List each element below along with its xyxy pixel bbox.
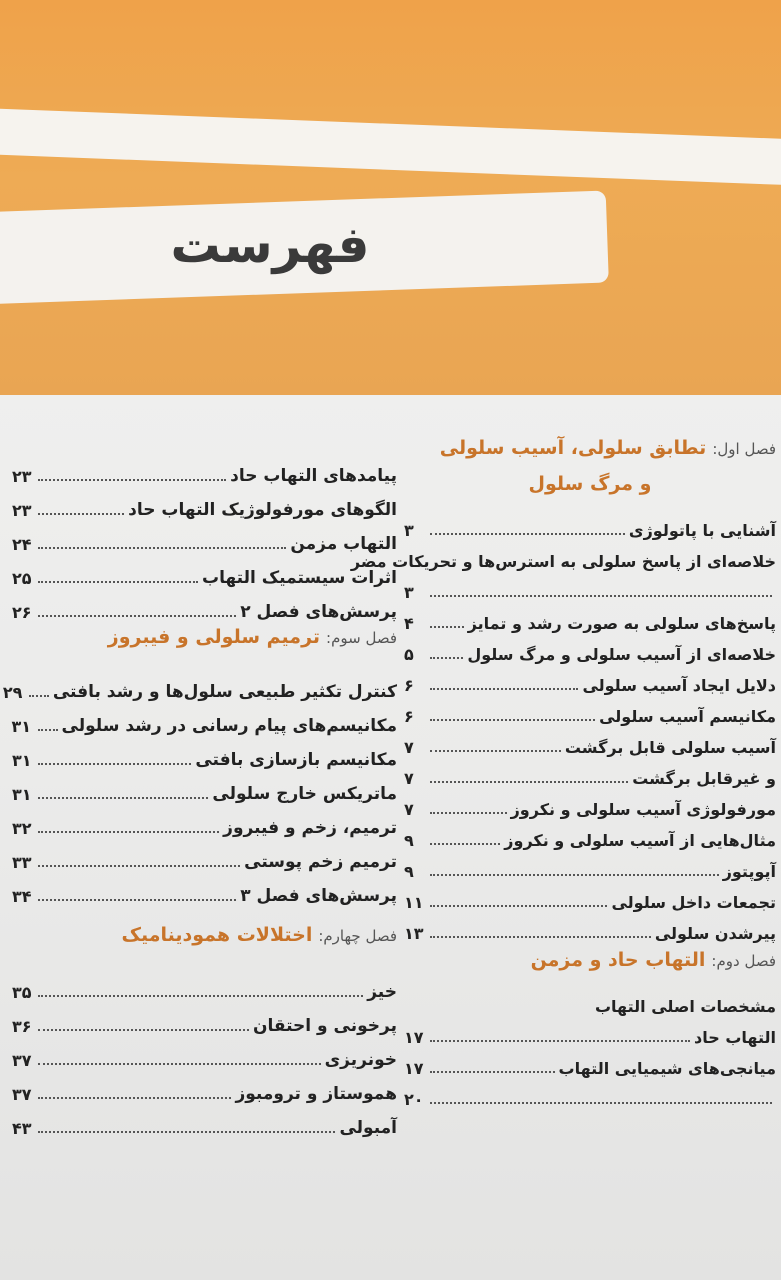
- toc-entry-title: پرخونی و احتقان: [252, 1016, 397, 1036]
- toc-entry-page: ۷: [404, 738, 414, 757]
- dot-leader: [430, 657, 463, 659]
- toc-entry: [404, 912, 776, 943]
- toc-entry-title: خونریزی: [324, 1050, 397, 1070]
- toc-entry-title: پرسش‌های فصل ۲: [240, 602, 397, 622]
- dot-leader: [430, 874, 719, 876]
- toc-entry-page: ۳۱: [11, 717, 32, 736]
- dot-leader: [38, 581, 198, 583]
- chapter-3-heading: [12, 626, 397, 668]
- toc-entry-title: خلاصه‌ای از پاسخ سلولی به استرس‌ها و تحریکات مضر: [350, 552, 776, 571]
- dot-leader: [430, 595, 772, 597]
- dot-leader: [430, 688, 578, 690]
- chapter-name: التهاب حاد و مزمن: [530, 949, 706, 971]
- toc-entry-page: ۲۶: [12, 603, 32, 622]
- dot-leader: [430, 1102, 772, 1104]
- toc-entry: [404, 850, 776, 881]
- toc-entry-title: آمبولی: [339, 1118, 397, 1138]
- toc-entry-page: ۲۰: [404, 1090, 424, 1109]
- toc-entry-page: ۲۳: [12, 501, 32, 520]
- toc-entry-page: ۳۷: [12, 1085, 32, 1104]
- dot-leader: [38, 1097, 231, 1099]
- toc-entry-title: هموستاز و ترومبوز: [235, 1084, 397, 1104]
- dot-leader: [38, 615, 236, 617]
- dot-leader: [38, 513, 124, 515]
- toc-entry: [12, 1104, 397, 1138]
- chapter-name-continued: و مرگ سلول: [528, 473, 652, 495]
- chapter-name: تطابق سلولی، آسیب سلولی: [439, 437, 707, 459]
- toc-entry-page: ۳۵: [12, 983, 32, 1002]
- toc-entry-title: مکانیسم آسیب سلولی: [599, 707, 776, 726]
- chapter-3-entries: [2, 668, 397, 906]
- dot-leader: [430, 533, 625, 535]
- dot-leader: [430, 812, 507, 814]
- toc-entry: [12, 1036, 397, 1070]
- toc-entry: [404, 985, 776, 1016]
- chapter-name: ترمیم سلولی و فیبروز: [107, 626, 321, 648]
- toc-entry-title: خلاصه‌ای از آسیب سلولی و مرگ سلول: [467, 645, 776, 664]
- toc-entry-title: ترمیم، زخم و فیبروز: [223, 818, 397, 838]
- toc-entry: [2, 668, 397, 702]
- toc-entry: [350, 540, 776, 571]
- toc-entry-page: ۳۶: [12, 1017, 32, 1036]
- toc-entry: [12, 838, 397, 872]
- toc-entry-page: ۱۷: [404, 1059, 424, 1078]
- toc-entry-title: تجمعات داخل سلولی: [611, 893, 776, 912]
- toc-entry-title: آشنایی با پاتولوژی: [628, 521, 776, 540]
- dot-leader: [430, 905, 607, 907]
- toc-entry-title: میانجی‌های شیمیایی التهاب: [558, 1059, 776, 1078]
- chapter-name: اختلالات همودینامیک: [121, 924, 313, 946]
- toc-entry-title: ترمیم زخم پوستی: [244, 852, 397, 872]
- toc-entry-title: الگوهای مورفولوژیک التهاب حاد: [128, 500, 397, 520]
- toc-entry-title: مورفولوژی آسیب سلولی و نکروز: [510, 800, 776, 819]
- dot-leader: [38, 729, 58, 731]
- dot-leader: [29, 695, 49, 697]
- toc-entry: [404, 819, 776, 850]
- toc-entry: [404, 881, 776, 912]
- toc-entry: [404, 1047, 776, 1078]
- dot-leader: [430, 781, 628, 783]
- dot-leader: [38, 899, 236, 901]
- toc-entry-page: ۵: [404, 645, 414, 664]
- dot-leader: [38, 547, 286, 549]
- toc-entry-title: پیرشدن سلولی: [654, 924, 776, 943]
- toc-entry-title: اثرات سیستمیک التهاب: [201, 568, 397, 588]
- dot-leader: [38, 995, 363, 997]
- toc-entry-page: ۹: [404, 831, 414, 850]
- chapter-2-entries: [404, 985, 776, 1109]
- toc-entry-page: ۳: [404, 583, 414, 602]
- toc-entry-page: ۱۱: [404, 893, 424, 912]
- toc-entry: [404, 664, 776, 695]
- toc-entry-title: مکانیسم بازسازی بافتی: [195, 750, 397, 770]
- toc-entry-title: پاسخ‌های سلولی به صورت رشد و تمایز: [467, 614, 776, 633]
- toc-entry: [12, 736, 397, 770]
- toc-entry: [404, 509, 776, 540]
- toc-entry-title: مشخصات اصلی التهاب: [594, 997, 776, 1016]
- toc-entry: [404, 788, 776, 819]
- toc-entry-title: ماتریکس خارج سلولی: [212, 784, 397, 804]
- toc-entry: [12, 1002, 397, 1036]
- dot-leader: [38, 1131, 335, 1133]
- dot-leader: [430, 750, 561, 752]
- toc-entry-page: ۳: [404, 521, 414, 540]
- toc-entry-page: ۲۵: [12, 569, 32, 588]
- toc-entry-title: التهاب مزمن: [290, 534, 397, 554]
- dot-leader: [38, 479, 226, 481]
- toc-entry-title: پیامدهای التهاب حاد: [230, 466, 397, 486]
- chapter-4-heading: [12, 924, 397, 968]
- toc-entry-page: ۳۴: [12, 887, 32, 906]
- page-title: فهرست: [170, 216, 370, 274]
- chapter-label: فصل چهارم:: [318, 927, 397, 945]
- toc-entry: [12, 588, 397, 622]
- toc-entry: [404, 726, 776, 757]
- toc-entry: [404, 571, 776, 602]
- toc-entry-title: پرسش‌های فصل ۳: [240, 886, 397, 906]
- toc-entry-title: خیز: [367, 982, 397, 1002]
- toc-entry: [12, 520, 397, 554]
- toc-entry-page: ۳۲: [12, 819, 32, 838]
- toc-entry-page: ۴: [404, 614, 414, 633]
- chapter-4-entries: [12, 968, 397, 1138]
- toc-entry-title: کنترل تکثیر طبیعی سلول‌ها و رشد بافتی: [52, 682, 397, 702]
- toc-entry-page: ۷: [404, 769, 414, 788]
- toc-entry: [404, 1016, 776, 1047]
- toc-entry: [12, 872, 397, 906]
- dot-leader: [430, 719, 595, 721]
- toc-entry-page: ۳۳: [12, 853, 32, 872]
- toc-entry: [404, 695, 776, 726]
- dot-leader: [430, 1071, 555, 1073]
- toc-entry-page: ۲۳: [12, 467, 32, 486]
- toc-entry-title: التهاب حاد: [694, 1028, 776, 1047]
- dot-leader: [38, 831, 219, 833]
- toc-entry-page: ۳۱: [12, 751, 32, 770]
- chapter-2-continued-entries: [12, 452, 397, 622]
- toc-entry-title: دلایل ایجاد آسیب سلولی: [582, 676, 776, 695]
- toc-entry-title: مکانیسم‌های پیام رسانی در رشد سلولی: [61, 716, 397, 736]
- toc-entry: [404, 602, 776, 633]
- toc-entry-title: مثال‌هایی از آسیب سلولی و نکروز: [504, 831, 776, 850]
- toc-entry-page: ۷: [404, 800, 414, 819]
- dot-leader: [38, 1029, 249, 1031]
- dot-leader: [430, 626, 464, 628]
- toc-entry: [12, 554, 397, 588]
- chapter-label: فصل سوم:: [326, 629, 397, 647]
- toc-entry-page: ۳۱: [12, 785, 32, 804]
- toc-entry-title: آسیب سلولی قابل برگشت: [564, 738, 776, 757]
- toc-entry: [12, 452, 397, 486]
- dot-leader: [430, 843, 500, 845]
- toc-entry-title: آپوپتوز: [722, 862, 776, 881]
- toc-entry-page: ۱۳: [404, 924, 424, 943]
- toc-entry: [404, 757, 776, 788]
- toc-column-left: [2, 452, 397, 1138]
- toc-entry-page: ۶: [404, 707, 414, 726]
- chapter-label: فصل دوم:: [711, 952, 776, 970]
- toc-entry: [12, 486, 397, 520]
- toc-entry-page: ۹: [404, 862, 414, 881]
- dot-leader: [430, 1040, 690, 1042]
- toc-entry-page: ۳۷: [12, 1051, 32, 1070]
- toc-entry-page: ۲۹: [2, 683, 23, 702]
- toc-entry-page: ۲۴: [12, 535, 32, 554]
- toc-entry-title: و غیرقابل برگشت: [632, 769, 776, 788]
- toc-entry-page: ۶: [404, 676, 414, 695]
- chapter-label: فصل اول:: [712, 440, 776, 458]
- dot-leader: [38, 763, 191, 765]
- toc-entry: [12, 968, 397, 1002]
- toc-entry-page: ۱۷: [404, 1028, 424, 1047]
- chapter-2-heading: [404, 949, 776, 985]
- toc-entry: [404, 633, 776, 664]
- dot-leader: [430, 936, 651, 938]
- toc-entry: [12, 804, 397, 838]
- dot-leader: [38, 797, 208, 799]
- dot-leader: [38, 865, 240, 867]
- toc-entry: [12, 1070, 397, 1104]
- dot-leader: [38, 1063, 321, 1065]
- toc-entry: [12, 702, 397, 736]
- toc-entry: [12, 770, 397, 804]
- toc-entry-page: ۴۳: [12, 1119, 32, 1138]
- toc-entry: [404, 1078, 776, 1109]
- chapter-1-heading: [404, 437, 776, 473]
